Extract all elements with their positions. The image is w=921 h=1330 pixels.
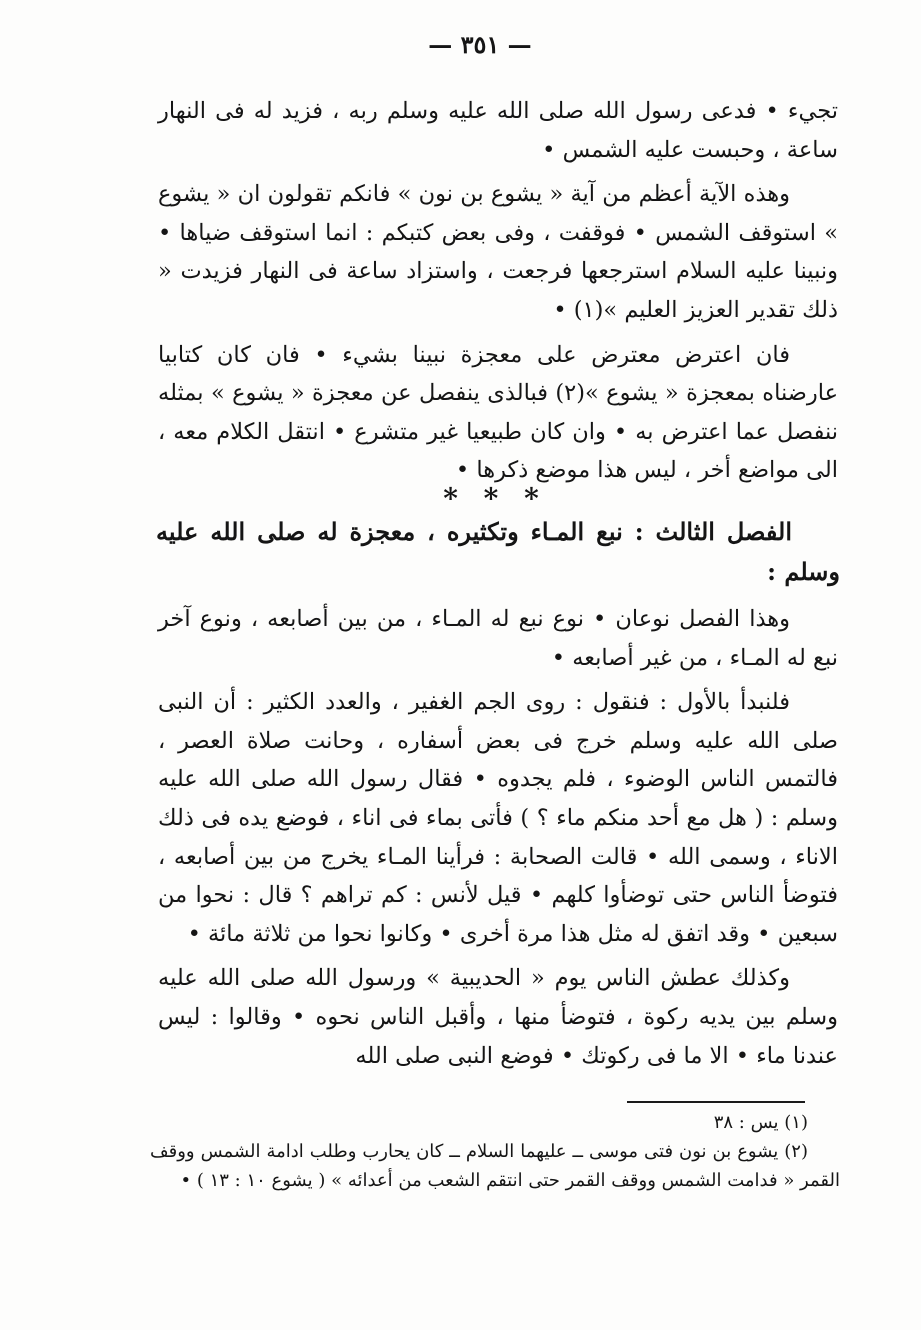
page-number: — ٣٥١ — [428,30,532,59]
section-body [158,600,838,1075]
paragraph: تجيء • فدعى رسول الله صلى الله عليه وسلم ربه ، فزيد له فى النهار ساعة ، وحبست عليه الشمس • [158,98,838,163]
section-heading: الفصل الثالث : نبع المـاء وتكثيره ، معجزة له صلى الله عليه وسلم : [156,517,840,586]
section-separator: * * * [443,482,547,515]
opening-text [158,92,838,490]
paragraph: وهذه الآية أعظم من آية « يشوع بن نون » فانكم تقولون ان « يشوع » استوقف الشمس • فوقفت ، وفى بعض كتبكم : انما استوقف ضياها • ونبينا عليه السلام استرجعها فرجعت ، واستزاد ساعة فى النهار فزيدت « ذلك تقدير العزيز العليم »(١) • [158,181,838,323]
paragraph: فان اعترض معترض على معجزة نبينا بشيء • فان كان كتابيا عارضناه بمعجزة « يشوع »(٢) فبالذى ينفصل عن معجزة « يشوع » بمثله ننفصل عما اعترض به • وان كان طبيعيا غير متشرع • انتقل الكلام معه ، الى مواضع أخر ، ليس هذا موضع ذكرها • [158,341,838,484]
paragraph: فلنبدأ بالأول : فنقول : روى الجم الغفير ، والعدد الكثير : أن النبى صلى الله عليه وسلم خرج فى بعض أسفاره ، وحانت صلاة العصر ، فالتمس الناس الوضوء ، فلم يجدوه • فقال رسول الله صلى الله عليه وسلم : ( هل مع أحد منكم ماء ؟ ) فأتى بماء فى اناء ، فوضع يده فى ذلك الاناء ، وسمى الله • قالت الصحابة : فرأينا المـاء يخرج من بين أصابعه ، فتوضأ الناس حتى توضأوا كلهم • قيل لأنس : كم تراهم ؟ قال : نحوا من سبعين • وقد اتفق له مثل هذا مرة أخرى • وكانوا نحوا من ثلاثة مائة • [158,689,838,947]
footnotes [150,1108,840,1195]
footnote-divider [627,1101,805,1103]
paragraph: وكذلك عطش الناس يوم « الحديبية » ورسول الله صلى الله عليه وسلم بين يديه ركوة ، فتوضأ منها ، وأقبل الناس نحوه • وقالوا : ليس عندنا ماء • الا ما فى ركوتك • فوضع النبى صلى الله [158,965,838,1069]
footnote: (١) يس : ٣٨ [713,1112,808,1133]
footnote: (٢) يشوع بن نون فتى موسى ــ عليهما السلام ــ كان يحارب وطلب ادامة الشمس ووقف القمر « فدامت الشمس ووقف القمر حتى انتقم الشعب من أعدائه » ( يشوع ١٠ : ١٣ ) • [150,1141,840,1191]
paragraph: وهذا الفصل نوعان • نوع نبع له المـاء ، من بين أصابعه ، ونوع آخر نبع له المـاء ، من غير أصابعه • [158,606,838,671]
